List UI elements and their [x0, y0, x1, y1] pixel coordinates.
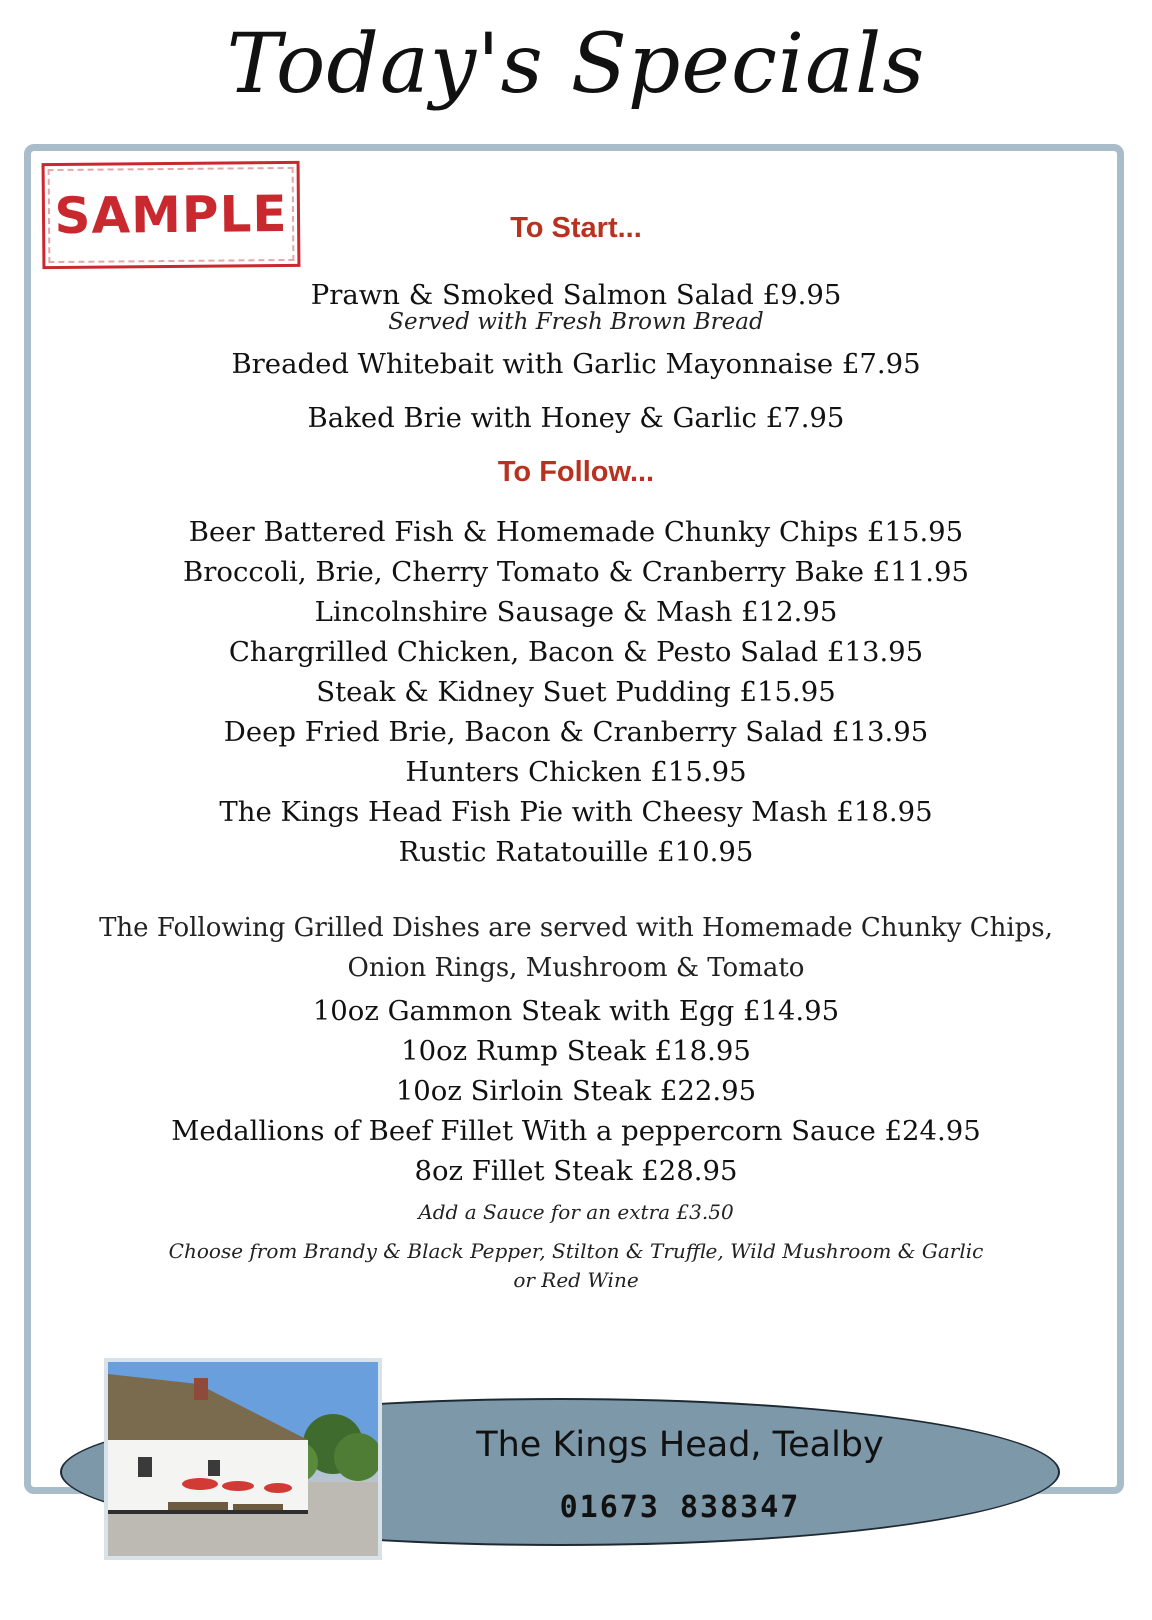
sample-stamp-text: SAMPLE — [54, 184, 288, 246]
sauce-options: or Red Wine — [513, 1268, 639, 1292]
menu-item: Baked Brie with Honey & Garlic £7.95 — [307, 402, 845, 434]
grill-intro: The Following Grilled Dishes are served with Homemade Chunky Chips, — [99, 913, 1053, 943]
grill-intro: Onion Rings, Mushroom & Tomato — [347, 953, 805, 983]
menu-item: Broccoli, Brie, Cherry Tomato & Cranberry Bake £11.95 — [183, 556, 969, 588]
menu-item: Breaded Whitebait with Garlic Mayonnaise £7.95 — [231, 348, 921, 380]
menu-item: Prawn & Smoked Salmon Salad £9.95 — [310, 279, 842, 311]
menu-item: 8oz Fillet Steak £28.95 — [414, 1155, 738, 1187]
sauce-options: Choose from Brandy & Black Pepper, Stilton & Truffle, Wild Mushroom & Garlic — [168, 1239, 984, 1263]
menu-item: Hunters Chicken £15.95 — [405, 756, 747, 788]
menu-item-note: Served with Fresh Brown Bread — [388, 309, 764, 335]
page-title: Today's Specials — [226, 17, 926, 112]
pub-photo-image — [108, 1362, 378, 1556]
pub-name: The Kings Head, Tealby — [476, 1425, 884, 1465]
menu-item: Lincolnshire Sausage & Mash £12.95 — [314, 596, 838, 628]
menu-item: 10oz Sirloin Steak £22.95 — [395, 1075, 757, 1107]
starters-heading: To Start... — [510, 212, 642, 244]
menu-item: Beer Battered Fish & Homemade Chunky Chips £15.95 — [188, 516, 964, 548]
mains-heading: To Follow... — [497, 456, 655, 488]
menu-item: Chargrilled Chicken, Bacon & Pesto Salad £13.95 — [228, 636, 924, 668]
menu-item: The Kings Head Fish Pie with Cheesy Mash £18.95 — [219, 796, 933, 828]
menu-item: 10oz Rump Steak £18.95 — [401, 1035, 751, 1067]
menu-item: 10oz Gammon Steak with Egg £14.95 — [312, 995, 840, 1027]
menu-item: Deep Fried Brie, Bacon & Cranberry Salad £13.95 — [223, 716, 929, 748]
menu-item: Medallions of Beef Fillet With a peppercorn Sauce £24.95 — [171, 1115, 981, 1147]
pub-photo — [104, 1358, 382, 1560]
menu-item: Rustic Ratatouille £10.95 — [398, 836, 754, 868]
phone-number: 01673 838347 — [559, 1490, 801, 1525]
sauce-note: Add a Sauce for an extra £3.50 — [418, 1200, 734, 1224]
menu-item: Steak & Kidney Suet Pudding £15.95 — [316, 676, 836, 708]
